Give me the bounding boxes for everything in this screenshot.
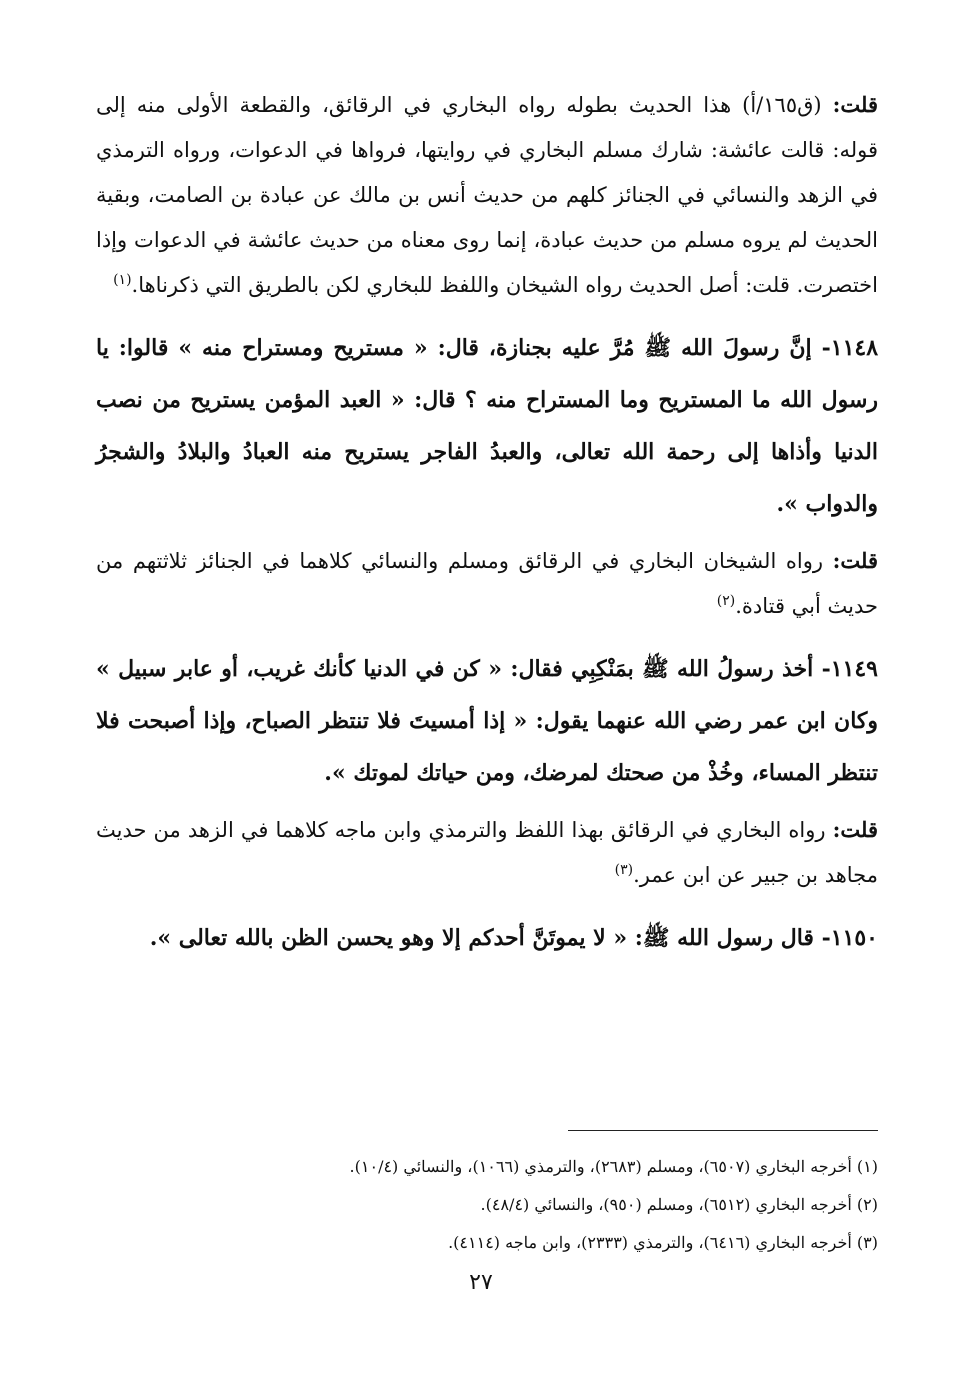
comment-text: رواه الشيخان البخاري في الرقائق ومسلم والنسائي كلاهما في الجنائز ثلاثتهم من حديث أبي قتادة.	[96, 549, 878, 618]
comment-label: قلت:	[832, 548, 878, 573]
footnote-2: (٢) أخرجه البخاري (٦٥١٢)، ومسلم (٩٥٠)، والنسائي (٤٨/٤).	[480, 1195, 878, 1214]
comment-paragraph-1	[96, 82, 878, 308]
page-number: ٢٧	[469, 1270, 493, 1295]
hadith-1148: ١١٤٨- إنَّ رسولَ الله ﷺ مُرَّ عليه بجنازة، قال: « مستريح ومستراح منه » قالوا: يا رسول الله ما المستريح وما المستراح منه ؟ قال: « العبد المؤمن يستريح من نصب الدنيا وأذاها إلى رحمة الله تعالى، والعبدُ الفاجر يستريح منه العبادُ والبلادُ والشجرُ والدواب ».	[96, 335, 879, 517]
hadith-1149: ١١٤٩- أخذ رسولُ الله ﷺ بمَنْكِبِي فقال: « كن في الدنيا كأنك غريب، أو عابر سبيل » وكان ابن عمر رضي الله عنهما يقول: « إذا أمسيتَ فلا تنتظر الصباح، وإذا أصبحت فلا تنتظر المساء، وخُذْ من صحتك لمرضك، ومن حياتك لموتك ».	[96, 656, 878, 786]
footnotes	[96, 1148, 878, 1262]
footnote-1: (١) أخرجه البخاري (٦٥٠٧)، ومسلم (٢٦٨٣)، والترمذي (١٠٦٦)، والنسائي (١٠/٤).	[349, 1157, 878, 1176]
main-text	[96, 82, 878, 972]
comment-paragraph-2	[96, 538, 878, 629]
footnote-ref[interactable]: (٣)	[614, 862, 634, 878]
hadith-1150: ١١٥٠- قال رسول الله ﷺ: « لا يموتَنَّ أحدكم إلا وهو يحسن الظن بالله تعالى ».	[149, 925, 878, 951]
footnote-ref[interactable]: (١)	[113, 272, 132, 288]
footnote-3: (٣) أخرجه البخاري (٦٤١٦)، والترمذي (٢٣٣٣)، وابن ماجه (٤١١٤).	[448, 1233, 878, 1252]
comment-label: قلت:	[832, 817, 878, 842]
comment-label: قلت:	[832, 92, 878, 117]
comment-text: رواه البخاري في الرقائق بهذا اللفظ والترمذي وابن ماجه كلاهما في الزهد من حديث مجاهد بن جبير عن ابن عمر.	[96, 818, 878, 887]
footnote-ref[interactable]: (٢)	[716, 593, 736, 609]
footnote-divider	[568, 1130, 878, 1131]
comment-text: (ق١٦٥/أ) هذا الحديث بطوله رواه البخاري في الرقائق، والقطعة الأولى منه إلى قوله: قالت عائشة: شارك مسلم البخاري في روايتها، فرواها في الدعوات، ورواه الترمذي في الزهد والنسائي في الجنائز كلهم من حديث أنس بن مالك عن عبادة بن الصامت، وبقية الحديث لم يروه مسلم من حديث عبادة، إنما روى معناه من حديث عائشة في الدعوات وإذا اختصرت. قلت: أصل الحديث رواه الشيخان واللفظ للبخاري لكن بالطريق التي ذكرناها.	[96, 93, 878, 297]
comment-paragraph-3	[96, 807, 878, 898]
